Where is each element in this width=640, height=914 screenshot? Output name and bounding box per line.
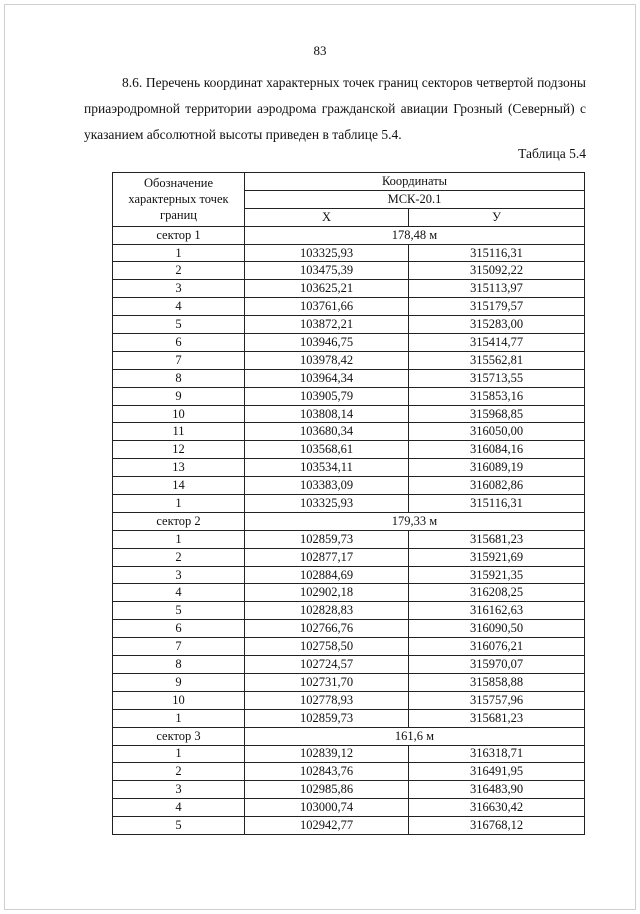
coordinate-y: 315757,96 — [409, 691, 585, 709]
sector-label: сектор 1 — [113, 226, 245, 244]
coordinate-x: 102942,77 — [245, 817, 409, 835]
point-number: 5 — [113, 316, 245, 334]
point-number: 6 — [113, 620, 245, 638]
coordinate-x: 102839,12 — [245, 745, 409, 763]
coordinate-x: 103325,93 — [245, 495, 409, 513]
header-coordinate-system: МСК-20.1 — [245, 190, 585, 208]
table-row — [113, 351, 585, 369]
coordinate-y: 315921,35 — [409, 566, 585, 584]
coordinate-y: 316162,63 — [409, 602, 585, 620]
point-number: 1 — [113, 745, 245, 763]
coordinate-x: 103475,39 — [245, 262, 409, 280]
table-row — [113, 584, 585, 602]
coordinate-y: 315283,00 — [409, 316, 585, 334]
table-row — [113, 495, 585, 513]
coordinate-x: 103872,21 — [245, 316, 409, 334]
coordinate-x: 103761,66 — [245, 298, 409, 316]
table-row — [113, 763, 585, 781]
point-number: 10 — [113, 405, 245, 423]
coordinate-y: 315681,23 — [409, 709, 585, 727]
sector-height: 179,33 м — [245, 512, 585, 530]
coordinate-y: 315116,31 — [409, 495, 585, 513]
point-number: 8 — [113, 656, 245, 674]
coordinate-y: 316483,90 — [409, 781, 585, 799]
coordinate-y: 316491,95 — [409, 763, 585, 781]
coordinate-y: 315968,85 — [409, 405, 585, 423]
point-number: 4 — [113, 584, 245, 602]
table-row — [113, 709, 585, 727]
point-number: 12 — [113, 441, 245, 459]
coordinates-table — [112, 172, 585, 835]
coordinate-x: 102758,50 — [245, 638, 409, 656]
sector-header-row — [113, 226, 585, 244]
sector-height: 178,48 м — [245, 226, 585, 244]
coordinate-x: 103383,09 — [245, 477, 409, 495]
coordinate-y: 315092,22 — [409, 262, 585, 280]
coordinate-x: 102843,76 — [245, 763, 409, 781]
table-row — [113, 369, 585, 387]
point-number: 7 — [113, 638, 245, 656]
coordinate-x: 103964,34 — [245, 369, 409, 387]
table-row — [113, 280, 585, 298]
point-number: 11 — [113, 423, 245, 441]
header-coordinates: Координаты — [245, 173, 585, 191]
point-number: 13 — [113, 459, 245, 477]
coordinate-y: 316082,86 — [409, 477, 585, 495]
coordinate-y: 315681,23 — [409, 530, 585, 548]
table-header-row — [113, 173, 585, 191]
point-number: 5 — [113, 602, 245, 620]
point-number: 7 — [113, 351, 245, 369]
table-row — [113, 334, 585, 352]
point-number: 6 — [113, 334, 245, 352]
page-number: 83 — [313, 43, 327, 58]
header-y: У — [409, 208, 585, 226]
coordinate-y: 315853,16 — [409, 387, 585, 405]
coordinate-x: 103946,75 — [245, 334, 409, 352]
point-number: 3 — [113, 280, 245, 298]
coordinate-x: 102985,86 — [245, 781, 409, 799]
table-row — [113, 387, 585, 405]
coordinate-x: 102884,69 — [245, 566, 409, 584]
coordinate-y: 315858,88 — [409, 673, 585, 691]
point-number: 1 — [113, 530, 245, 548]
table-row — [113, 781, 585, 799]
table-row — [113, 459, 585, 477]
point-number: 3 — [113, 566, 245, 584]
table-row — [113, 298, 585, 316]
table-row — [113, 638, 585, 656]
point-number: 1 — [113, 244, 245, 262]
table-row — [113, 530, 585, 548]
coordinate-x: 103905,79 — [245, 387, 409, 405]
point-number: 2 — [113, 262, 245, 280]
coordinate-x: 103680,34 — [245, 423, 409, 441]
point-number: 10 — [113, 691, 245, 709]
coordinate-y: 316768,12 — [409, 817, 585, 835]
coordinate-y: 316208,25 — [409, 584, 585, 602]
point-number: 1 — [113, 709, 245, 727]
point-number: 3 — [113, 781, 245, 799]
intro-paragraph: 8.6. Перечень координат характерных точек границ секторов четвертой подзоны приаэродромной территории аэродрома гражданской авиации Грозный (Северный) с указанием абсолютной высоты приведен в таблице 5.4. — [84, 75, 586, 142]
coordinate-x: 102859,73 — [245, 530, 409, 548]
sector-label: сектор 2 — [113, 512, 245, 530]
point-number: 9 — [113, 387, 245, 405]
sector-header-row — [113, 512, 585, 530]
coordinate-x: 102724,57 — [245, 656, 409, 674]
point-number: 9 — [113, 673, 245, 691]
coordinate-x: 102778,93 — [245, 691, 409, 709]
point-number: 4 — [113, 298, 245, 316]
coordinate-x: 103325,93 — [245, 244, 409, 262]
coordinate-y: 316089,19 — [409, 459, 585, 477]
table-body — [113, 226, 585, 834]
coordinate-x: 103534,11 — [245, 459, 409, 477]
table-row — [113, 602, 585, 620]
coordinate-y: 316090,50 — [409, 620, 585, 638]
point-number: 4 — [113, 799, 245, 817]
table-row — [113, 799, 585, 817]
coordinate-x: 103568,61 — [245, 441, 409, 459]
coordinate-x: 102859,73 — [245, 709, 409, 727]
point-number: 14 — [113, 477, 245, 495]
coordinate-x: 102731,70 — [245, 673, 409, 691]
table-row — [113, 316, 585, 334]
point-number: 2 — [113, 548, 245, 566]
coordinate-x: 102877,17 — [245, 548, 409, 566]
sector-label: сектор 3 — [113, 727, 245, 745]
coordinate-x: 103978,42 — [245, 351, 409, 369]
coordinate-y: 316630,42 — [409, 799, 585, 817]
table-row — [113, 656, 585, 674]
table-row — [113, 620, 585, 638]
coordinate-x: 102766,76 — [245, 620, 409, 638]
table-row — [113, 817, 585, 835]
table-row — [113, 566, 585, 584]
table-row — [113, 262, 585, 280]
coordinate-y: 315970,07 — [409, 656, 585, 674]
coordinate-y: 315921,69 — [409, 548, 585, 566]
coordinate-x: 103625,21 — [245, 280, 409, 298]
coordinate-x: 102902,18 — [245, 584, 409, 602]
table-row — [113, 405, 585, 423]
table-row — [113, 691, 585, 709]
point-number: 2 — [113, 763, 245, 781]
header-designation: Обозначение характерных точек границ — [113, 173, 245, 227]
coordinate-y: 315562,81 — [409, 351, 585, 369]
table-row — [113, 673, 585, 691]
sector-height: 161,6 м — [245, 727, 585, 745]
coordinate-y: 316076,21 — [409, 638, 585, 656]
coordinate-y: 316050,00 — [409, 423, 585, 441]
sector-header-row — [113, 727, 585, 745]
point-number: 5 — [113, 817, 245, 835]
coordinate-y: 316318,71 — [409, 745, 585, 763]
coordinate-y: 315116,31 — [409, 244, 585, 262]
coordinate-x: 103000,74 — [245, 799, 409, 817]
table-row — [113, 441, 585, 459]
coordinate-y: 315713,55 — [409, 369, 585, 387]
coordinate-y: 315179,57 — [409, 298, 585, 316]
table-row — [113, 477, 585, 495]
table-row — [113, 745, 585, 763]
header-x: Х — [245, 208, 409, 226]
table-caption: Таблица 5.4 — [518, 146, 586, 161]
point-number: 8 — [113, 369, 245, 387]
coordinate-y: 315414,77 — [409, 334, 585, 352]
coordinate-y: 316084,16 — [409, 441, 585, 459]
point-number: 1 — [113, 495, 245, 513]
coordinate-y: 315113,97 — [409, 280, 585, 298]
coordinate-x: 102828,83 — [245, 602, 409, 620]
table-row — [113, 548, 585, 566]
coordinate-x: 103808,14 — [245, 405, 409, 423]
table-row — [113, 423, 585, 441]
table-row — [113, 244, 585, 262]
